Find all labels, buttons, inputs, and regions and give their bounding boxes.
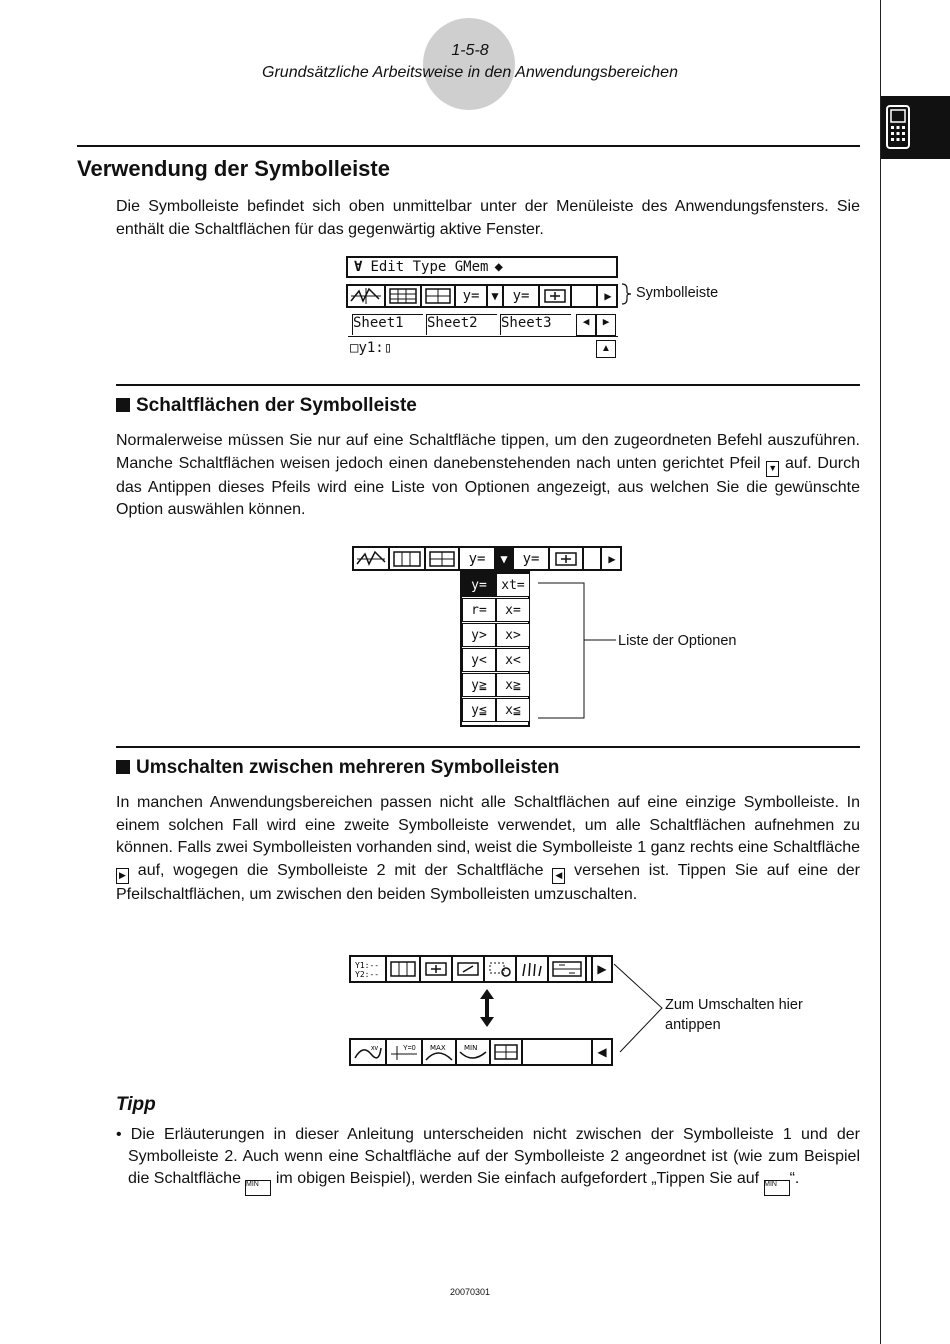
split-table-icon[interactable] [491, 1040, 523, 1064]
options-caption: Liste der Optionen [618, 633, 737, 649]
root-icon[interactable] [387, 1040, 423, 1064]
toolbar-caption: Symbolleiste [636, 285, 719, 301]
y-equals-button[interactable]: y= [460, 548, 496, 569]
split-table-icon[interactable] [422, 286, 456, 306]
min-button-icon: MIN [764, 1180, 790, 1196]
tab-left-arrow-icon[interactable]: ◀ [576, 314, 596, 336]
menu-bar [346, 256, 618, 278]
svg-text:Y1:--: Y1:-- [355, 961, 380, 970]
max-icon[interactable] [423, 1040, 457, 1064]
section-title: Verwendung der Symbolleiste [77, 156, 390, 181]
cursor-icon: ▯ [383, 340, 393, 356]
option-xt-equals[interactable]: xt= [496, 573, 530, 597]
menu-items[interactable]: Edit Type GMem [370, 259, 489, 275]
max-label: MAX [430, 1044, 446, 1052]
switch-caption-line2: antippen [665, 1017, 721, 1033]
tab-right-arrow-icon[interactable]: ▶ [596, 314, 616, 336]
double-arrow-icon [477, 987, 497, 1029]
tip-item: • Die Erläuterungen in dieser Anleitung unterscheiden nicht zwischen der Symbolleiste 1 und der Symbolleiste 2. Auch wenn eine Schaltfläche auf der Symbolleiste 2 angeordnet ist (wie zum Beispiel die Schaltfläche MIN im obigen Beispiel), werden Sie einfach aufgefordert „Tippen Sie auf MIN “. [116, 1124, 860, 1196]
svg-text:Y2:--: Y2:-- [355, 970, 380, 979]
chapter-tab [881, 96, 950, 159]
y-equals-edit-button[interactable]: y= [504, 286, 540, 306]
option-y-less[interactable]: y< [462, 648, 496, 672]
intro-paragraph: Die Symbolleiste befindet sich oben unmittelbar unter der Menüleiste des Anwendungsfensters. Sie enthält die Schaltflächen für das gegenwärtig aktive Fenster. [116, 198, 860, 238]
section-rule [77, 145, 860, 147]
figure-toolbar-example [346, 256, 620, 360]
option-x-less[interactable]: x< [496, 648, 530, 672]
option-y-less-equal[interactable]: y≦ [462, 698, 496, 722]
y-equals-edit-button[interactable]: y= [514, 548, 550, 569]
scroll-up-icon[interactable]: ▲ [596, 340, 616, 358]
tab-sheet1[interactable]: Sheet1 [352, 314, 423, 335]
toolbar-1 [349, 955, 613, 983]
options-bracket-icon [538, 582, 618, 720]
left-arrow-icon: ◀ [552, 868, 565, 884]
min-label: MIN [464, 1044, 478, 1052]
menu-diamond-icon[interactable]: ◆ [494, 259, 503, 275]
zoom-box-icon[interactable] [421, 957, 453, 981]
table-icon[interactable] [387, 957, 421, 981]
margin-line [880, 0, 881, 1344]
option-r-equals[interactable]: r= [462, 598, 496, 622]
toolbar-next-button[interactable]: ▶ [600, 548, 622, 569]
subsection-title-1: Schaltflächen der Symbolleiste [116, 395, 417, 417]
subsection-rule-1 [116, 384, 860, 386]
option-y-greater[interactable]: y> [462, 623, 496, 647]
switch-callout-lines [612, 962, 664, 1054]
toolbar [346, 284, 618, 308]
zoom-edit-icon[interactable] [453, 957, 485, 981]
toolbar-prev-icon[interactable]: ◀ [591, 1040, 611, 1064]
graph-icon[interactable] [354, 548, 390, 569]
pan-hand-icon[interactable] [517, 957, 549, 981]
chapter-title: Grundsätzliche Arbeitsweise in den Anwendungsbereichen [262, 64, 678, 81]
equation-label: y1: [358, 340, 384, 356]
toolbar-with-dropdown [352, 546, 622, 571]
equation-row [350, 340, 392, 356]
right-arrow-icon: ▶ [116, 868, 129, 884]
page-number: 1-5-8 [451, 42, 489, 59]
option-x-equals[interactable]: x= [496, 598, 530, 622]
toolbar-next-icon[interactable]: ▶ [591, 957, 611, 981]
tab-sheet3[interactable]: Sheet3 [500, 314, 571, 335]
zoom-in-icon[interactable] [485, 957, 517, 981]
toolbar-2 [349, 1038, 613, 1066]
dropdown-arrow-icon: ▼ [766, 461, 779, 477]
trace-icon[interactable] [351, 1040, 387, 1064]
tab-sheet2[interactable]: Sheet2 [426, 314, 497, 335]
subsection-rule-2 [116, 746, 860, 748]
y-equals-button[interactable]: y= [456, 286, 488, 306]
calculator-icon [881, 96, 950, 159]
dropdown-arrow-icon[interactable]: ▼ [496, 548, 514, 569]
toolbar-next-button[interactable]: ▶ [596, 286, 618, 306]
equation-list-icon[interactable] [351, 957, 387, 981]
tip-title: Tipp [116, 1094, 156, 1115]
graph-icon[interactable] [348, 286, 386, 306]
buttons-paragraph: Normalerweise müssen Sie nur auf eine Schaltfläche tippen, um den zugeordneten Befehl auszuführen. Manche Schaltflächen weisen jedoch einen danebenstehenden nach unten gerichtet Pfeil ▼ auf. Durch das Antippen dieses Pfeils wird eine Liste von Optionen angezeigt, aus welchen Sie die gewünschte Option auswählen können. [116, 432, 861, 518]
switch-paragraph: In manchen Anwendungsbereichen passen nicht alle Schaltflächen auf eine einzige Symbolleiste. In einem solchen Fall wird eine zweite Symbolleiste verwendet, um alle Schaltflächen aufnehmen zu können. Falls zwei Symbolleisten vorhanden sind, weist die Symbolleiste 1 ganz rechts eine Schaltfläche ▶ auf, wogegen die Symbolleiste 2 mit der Schaltfläche ◀ versehen ist. Tippen Sie auf eine der Pfeilschaltflächen, um zwischen den beiden Symbolleisten umzuschalten. [116, 794, 860, 903]
option-y-equals[interactable]: y= [462, 573, 496, 597]
zoom-icon[interactable] [540, 286, 572, 306]
switch-caption-line1: Zum Umschalten hier [665, 997, 803, 1013]
option-x-greater[interactable]: x> [496, 623, 530, 647]
min-button-icon: MIN [245, 1180, 271, 1196]
svg-text:Y=0: Y=0 [403, 1045, 416, 1052]
min-icon[interactable] [457, 1040, 491, 1064]
split-table-icon[interactable] [426, 548, 460, 569]
footer-code: 20070301 [449, 1287, 491, 1297]
table-icon[interactable] [386, 286, 422, 306]
split-view-icon[interactable] [549, 957, 587, 981]
sheet-tabs [348, 314, 618, 337]
table-icon[interactable] [390, 548, 426, 569]
option-y-greater-equal[interactable]: y≧ [462, 673, 496, 697]
checkbox-icon[interactable]: □ [350, 340, 359, 356]
options-list [460, 571, 530, 727]
svg-text:xv: xv [371, 1045, 378, 1052]
subsection-title-2: Umschalten zwischen mehreren Symbolleisten [116, 757, 559, 779]
option-x-greater-equal[interactable]: x≧ [496, 673, 530, 697]
brace-icon [620, 283, 634, 305]
option-x-less-equal[interactable]: x≦ [496, 698, 530, 722]
menu-arrow-icon[interactable]: ∀ [354, 259, 363, 275]
dropdown-arrow-icon[interactable]: ▼ [488, 286, 504, 306]
zoom-icon[interactable] [550, 548, 584, 569]
